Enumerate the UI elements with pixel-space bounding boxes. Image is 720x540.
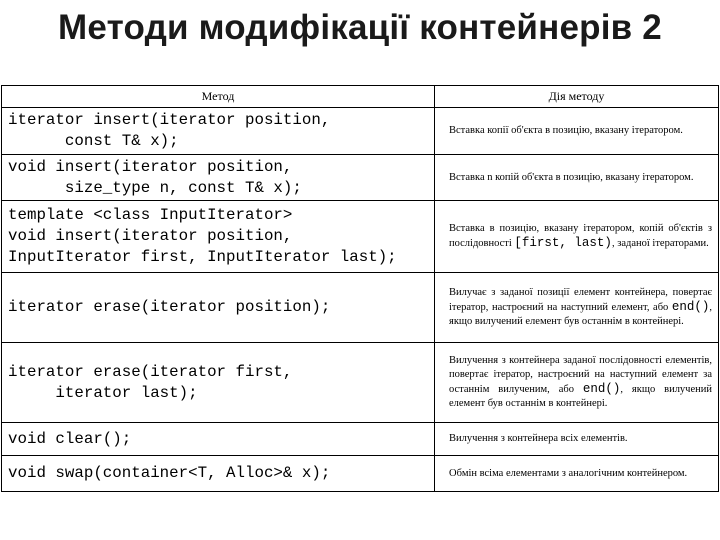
method-description xyxy=(435,201,719,273)
desc-text: Вилучає з заданої позиції елемент контейнера, повертає ітератор, настроєний на наступний елемент, або xyxy=(449,287,712,313)
method-description xyxy=(435,155,719,201)
method-signature xyxy=(2,423,435,456)
method-signature xyxy=(2,155,435,201)
header-action: Дія методу xyxy=(435,86,719,108)
code-fragment: end() xyxy=(582,382,621,396)
desc-text: , заданої ітераторами. xyxy=(611,238,709,249)
method-description xyxy=(435,273,719,343)
desc-text: Вставка n копій об'єкта в позицію, вказану ітератором. xyxy=(449,171,694,183)
desc-text: Вилучення з контейнера заданої послідовності елементів, повертає ітератор, настроєний на наступний елемент за останнім вилученим, або xyxy=(449,355,712,395)
code-line: void insert(iterator position, xyxy=(8,157,293,176)
code-line: void swap(container<T, Alloc>& x); xyxy=(8,464,331,482)
code-line: void insert(iterator position, xyxy=(8,227,293,245)
desc-text: , якщо вилучений елемент був останнім в контейнері. xyxy=(449,302,712,327)
code-line: iterator erase(iterator first, xyxy=(8,362,293,381)
code-fragment: [first, last) xyxy=(514,236,612,250)
method-description xyxy=(435,343,719,423)
method-signature xyxy=(2,343,435,423)
desc-text: Обмін всіма елементами з аналогічним контейнером. xyxy=(449,467,688,479)
table-row xyxy=(2,343,719,423)
code-line: iterator insert(iterator position, xyxy=(8,111,331,129)
slide-title: Методи модифікації контейнерів 2 xyxy=(58,8,662,47)
table-row xyxy=(2,423,719,456)
method-description xyxy=(435,456,719,492)
code-line: iterator erase(iterator position); xyxy=(8,298,331,316)
header-method: Метод xyxy=(2,86,435,108)
table-header-row xyxy=(2,86,719,108)
method-signature xyxy=(2,273,435,343)
code-line: iterator last); xyxy=(8,383,198,402)
method-description xyxy=(435,108,719,155)
desc-text: , якщо вилучений елемент був останнім в контейнері. xyxy=(449,384,712,409)
code-line: template <class InputIterator> xyxy=(8,206,293,224)
table-row xyxy=(2,201,719,273)
table-row xyxy=(2,155,719,201)
table-row xyxy=(2,456,719,492)
method-signature xyxy=(2,456,435,492)
code-line: size_type n, const T& x); xyxy=(8,178,302,197)
code-line: void clear(); xyxy=(8,429,132,448)
code-fragment: end() xyxy=(671,300,710,314)
table-row xyxy=(2,273,719,343)
code-line: const T& x); xyxy=(8,132,179,150)
table-row xyxy=(2,108,719,155)
desc-text: Вилучення з контейнера всіх елементів. xyxy=(449,433,628,444)
code-line: InputIterator first, InputIterator last); xyxy=(8,248,397,266)
desc-text: Вставка в позицію, вказану ітератором, копій об'єктів з послідовності xyxy=(449,223,712,249)
methods-table xyxy=(1,85,719,492)
desc-text: Вставка копії об'єкта в позицію, вказану ітератором. xyxy=(449,125,683,136)
method-description xyxy=(435,423,719,456)
method-signature xyxy=(2,201,435,273)
method-signature xyxy=(2,108,435,155)
